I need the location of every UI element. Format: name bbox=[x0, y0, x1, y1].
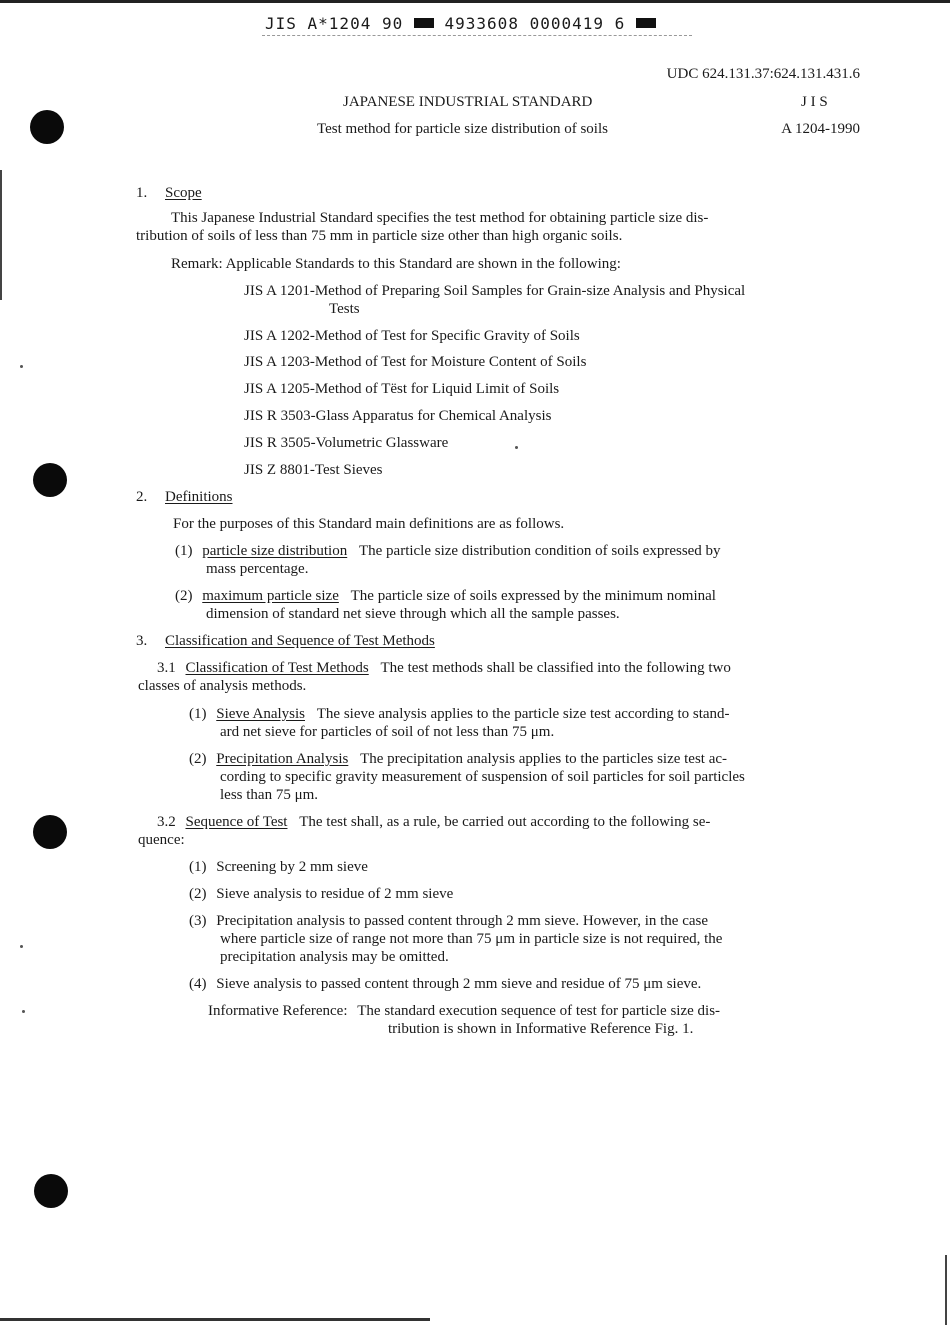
item-number: (2) bbox=[189, 751, 207, 767]
remark-text: Applicable Standards to this Standard are shown in the following: bbox=[225, 256, 621, 272]
code-block-mark bbox=[636, 18, 656, 28]
reference-item: JIS R 3505-Volumetric Glassware bbox=[244, 435, 449, 451]
remark bbox=[171, 256, 621, 273]
definition-1-continuation: mass percentage. bbox=[206, 561, 309, 577]
scan-bottom-border bbox=[0, 1318, 430, 1321]
punch-hole-2 bbox=[33, 463, 67, 497]
subsection-title: Sequence of Test bbox=[185, 814, 288, 830]
reference-item-continuation: Tests bbox=[329, 301, 360, 317]
definition-2-continuation: dimension of standard net sieve through which all the sample passes. bbox=[206, 606, 620, 622]
definition-1 bbox=[175, 543, 721, 560]
section-number: 2. bbox=[136, 489, 148, 505]
classification-term: Sieve Analysis bbox=[216, 706, 305, 722]
remark-label: Remark: bbox=[171, 256, 223, 272]
sequence-step-3 bbox=[189, 913, 708, 930]
classification-text: The precipitation analysis applies to the particles size test ac- bbox=[360, 751, 728, 767]
subsection-3-1-continuation: classes of analysis methods. bbox=[138, 678, 307, 694]
item-number: (1) bbox=[189, 706, 207, 722]
scope-text-line-1: This Japanese Industrial Standard specifies the test method for obtaining particle size dis- bbox=[171, 210, 709, 226]
informative-reference bbox=[208, 1003, 720, 1020]
subsection-3-2 bbox=[157, 814, 710, 831]
reference-item: JIS A 1205-Method of Tëst for Liquid Limit of Soils bbox=[244, 381, 560, 397]
sequence-step-2 bbox=[189, 886, 453, 903]
code-underline bbox=[262, 35, 692, 37]
section-number: 3. bbox=[136, 633, 148, 649]
section-1-heading bbox=[136, 185, 202, 202]
section-number: 1. bbox=[136, 185, 148, 201]
classification-2 bbox=[189, 751, 727, 768]
udc-number: UDC 624.131.37:624.131.431.6 bbox=[666, 66, 860, 82]
definition-2 bbox=[175, 588, 716, 605]
item-number: (1) bbox=[189, 859, 207, 875]
step-text: Precipitation analysis to passed content through 2 mm sieve. However, in the case bbox=[216, 913, 709, 929]
item-number: (4) bbox=[189, 976, 207, 992]
document-code: JIS A*1204 90 bbox=[265, 14, 404, 33]
subsection-3-2-continuation: quence: bbox=[138, 832, 185, 848]
section-title: Definitions bbox=[165, 489, 233, 505]
sequence-step-3-continuation: where particle size of range not more than 75 μm in particle size is not required, the bbox=[220, 931, 723, 947]
subsection-text: The test shall, as a rule, be carried out according to the following se- bbox=[299, 814, 711, 830]
definition-term: maximum particle size bbox=[202, 588, 339, 604]
sequence-step-4 bbox=[189, 976, 701, 993]
speck bbox=[20, 365, 23, 368]
jis-label: J I S bbox=[801, 94, 828, 110]
subsection-title: Classification of Test Methods bbox=[185, 660, 369, 676]
step-text: Sieve analysis to residue of 2 mm sieve bbox=[216, 886, 454, 902]
definitions-intro: For the purposes of this Standard main definitions are as follows. bbox=[173, 516, 565, 532]
subsection-3-1 bbox=[157, 660, 731, 677]
definition-text: The particle size distribution condition of soils expressed by bbox=[358, 543, 721, 559]
classification-1-continuation: ard net sieve for particles of soil of not less than 75 μm. bbox=[220, 724, 555, 740]
reference-item: JIS A 1203-Method of Test for Moisture Content of Soils bbox=[244, 354, 587, 370]
standard-number: A 1204-1990 bbox=[781, 121, 860, 137]
speck bbox=[22, 1010, 25, 1013]
classification-text: The sieve analysis applies to the particle size test according to stand- bbox=[316, 706, 730, 722]
punch-hole-4 bbox=[34, 1174, 68, 1208]
item-number: (3) bbox=[189, 913, 207, 929]
informative-reference-label: Informative Reference: bbox=[208, 1003, 348, 1019]
definition-text: The particle size of soils expressed by the minimum nominal bbox=[350, 588, 716, 604]
sequence-step-1 bbox=[189, 859, 368, 876]
subsection-text: The test methods shall be classified into the following two bbox=[380, 660, 731, 676]
informative-reference-continuation: tribution is shown in Informative Reference Fig. 1. bbox=[388, 1021, 694, 1037]
standard-title: JAPANESE INDUSTRIAL STANDARD bbox=[343, 94, 593, 110]
item-number: (2) bbox=[175, 588, 193, 604]
scan-left-edge bbox=[0, 170, 2, 300]
document-serial: 4933608 0000419 6 bbox=[444, 14, 626, 33]
code-block-mark bbox=[414, 18, 434, 28]
punch-hole-3 bbox=[33, 815, 67, 849]
speck bbox=[20, 945, 23, 948]
step-text: Sieve analysis to passed content through 2 mm sieve and residue of 75 μm sieve. bbox=[216, 976, 702, 992]
document-subtitle: Test method for particle size distribution of soils bbox=[317, 121, 608, 137]
punch-hole-1 bbox=[30, 110, 64, 144]
scope-text-line-2: tribution of soils of less than 75 mm in particle size other than high organic soils. bbox=[136, 228, 623, 244]
section-2-heading bbox=[136, 489, 233, 506]
section-title: Classification and Sequence of Test Methods bbox=[165, 633, 435, 649]
scan-right-edge bbox=[945, 1255, 947, 1325]
classification-term: Precipitation Analysis bbox=[216, 751, 349, 767]
speck bbox=[515, 446, 518, 449]
item-number: (1) bbox=[175, 543, 193, 559]
item-number: (2) bbox=[189, 886, 207, 902]
classification-2-continuation: less than 75 μm. bbox=[220, 787, 319, 803]
step-text: Screening by 2 mm sieve bbox=[216, 859, 368, 875]
definition-term: particle size distribution bbox=[202, 543, 348, 559]
subsection-number: 3.2 bbox=[157, 814, 176, 830]
document-code-line bbox=[265, 14, 656, 33]
section-title: Scope bbox=[165, 185, 202, 201]
informative-reference-text: The standard execution sequence of test for particle size dis- bbox=[357, 1003, 721, 1019]
subsection-number: 3.1 bbox=[157, 660, 176, 676]
reference-item: JIS A 1202-Method of Test for Specific Gravity of Soils bbox=[244, 328, 580, 344]
reference-item: JIS R 3503-Glass Apparatus for Chemical Analysis bbox=[244, 408, 552, 424]
section-3-heading bbox=[136, 633, 435, 650]
reference-item: JIS A 1201-Method of Preparing Soil Samples for Grain-size Analysis and Physical bbox=[244, 283, 746, 299]
sequence-step-3-continuation: precipitation analysis may be omitted. bbox=[220, 949, 449, 965]
classification-2-continuation: cording to specific gravity measurement of suspension of soil particles for soil particles bbox=[220, 769, 745, 785]
classification-1 bbox=[189, 706, 730, 723]
reference-item: JIS Z 8801-Test Sieves bbox=[244, 462, 383, 478]
scan-top-border bbox=[0, 0, 950, 3]
